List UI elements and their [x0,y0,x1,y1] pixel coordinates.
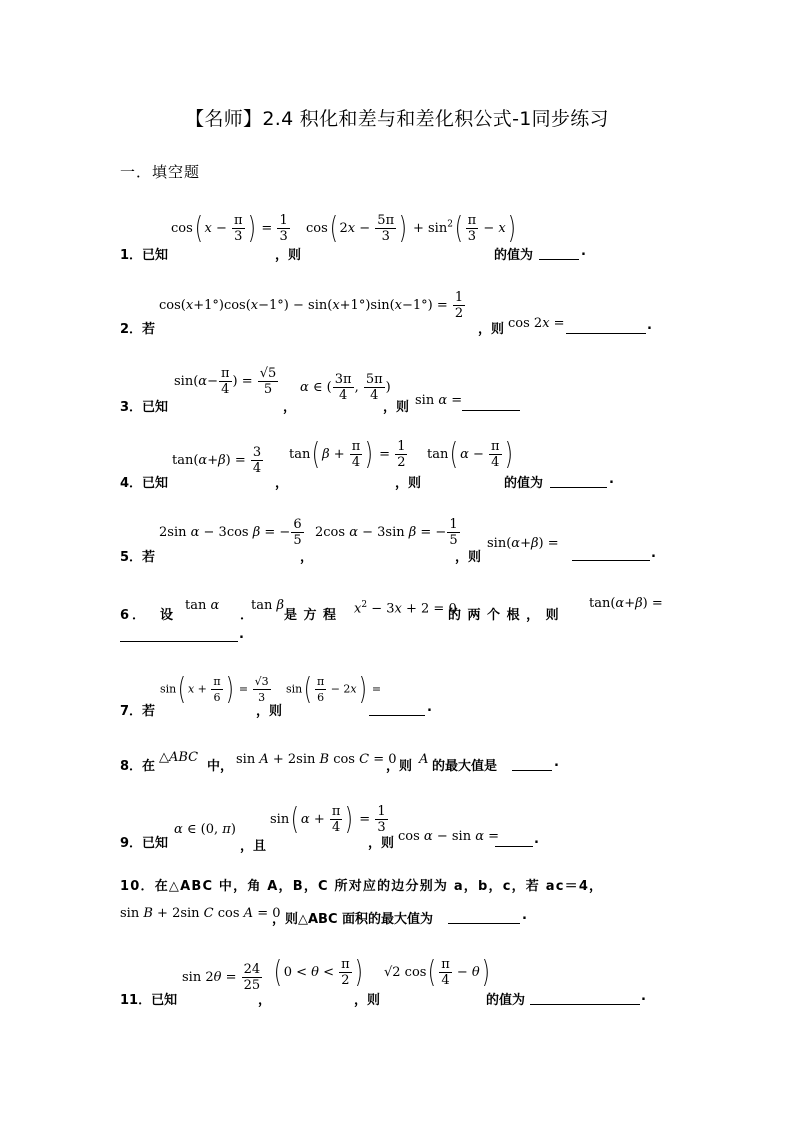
math-expression: α ∈ ( $\frac{3\pi}{4}$ , $\frac{5\pi}{4}$ ) [300,372,391,403]
math-expression: α ∈ (0, π) [174,822,236,837]
math-expression: sin( $\frac{\pi}{6}$ − 2x) = [286,671,382,707]
math-expression: tan(α+β) = $\frac{3}{4}$ [172,445,262,476]
math-expression: tan β [251,598,284,613]
math-expression: $x^2 - 3x + 2 = 0$ [354,600,457,617]
math-expression: △ABC [159,750,199,765]
answer-blank [572,560,650,561]
math-expression: cos( 2x − $\frac{5\pi}{3}$ ) + $\sin^2$( $\frac{\pi}{3}$ − x) [306,210,516,246]
answer-blank [369,715,425,716]
math-expression: ( 0 < θ < $\frac{\pi}{2}$ ) [273,954,363,990]
math-expression: A [419,752,429,767]
math-expression: tan( α − $\frac{\pi}{4}$ ) [427,436,513,472]
math-expression: sin( x + $\frac{\pi}{6}$ ) = $\frac{√3}{3}$ [160,671,269,707]
math-expression: cos 2x = [508,316,565,331]
math-expression: tan(α+β) = [589,596,663,611]
math-expression: sin 2θ = $\frac{24}{25}$ [182,962,261,993]
answer-blank [512,770,552,771]
answer-blank [566,333,646,334]
math-expression: cos(x+1°)cos(x−1°) − sin(x+1°)sin(x−1°) = $\frac{1}{2}$ [159,290,464,321]
math-expression: 2sin α − 3cos β = − $\frac{6}{5}$ [159,517,302,548]
math-expression: sin α = [415,393,463,408]
math-expression: tan( β + $\frac{\pi}{4}$ ) = $\frac{1}{2}$ [289,436,406,472]
math-expression: sin( α + $\frac{\pi}{4}$ ) = $\frac{1}{3}$ [270,801,386,837]
math-expression: sin(α+β) = [487,536,559,551]
section-heading: 一．填空题 [120,163,201,181]
answer-blank [495,846,533,847]
answer-blank [462,410,520,411]
math-expression: cos α − sin α = [398,829,500,844]
answer-blank [448,923,520,924]
answer-blank [120,641,238,642]
answer-blank [539,259,579,260]
math-expression: 2cos α − 3sin β = − $\frac{1}{5}$ [315,517,458,548]
math-expression: √2 cos( $\frac{\pi}{4}$ − θ) [384,954,490,990]
math-expression: cos( x − $\frac{\pi}{3}$ ) = $\frac{1}{3}$ [171,210,288,246]
math-expression: sin(α− $\frac{\pi}{4}$ ) = $\frac{√5}{5}$ [174,366,277,397]
answer-blank [530,1004,640,1005]
page-title: 【名师】2.4 积化和差与和差化积公式-1同步练习 [185,108,609,130]
math-expression: sin B + 2sin C cos A = 0 [120,906,281,921]
math-expression: sin A + 2sin B cos C = 0 [236,752,397,767]
answer-blank [550,487,607,488]
math-expression: tan α [185,598,220,613]
